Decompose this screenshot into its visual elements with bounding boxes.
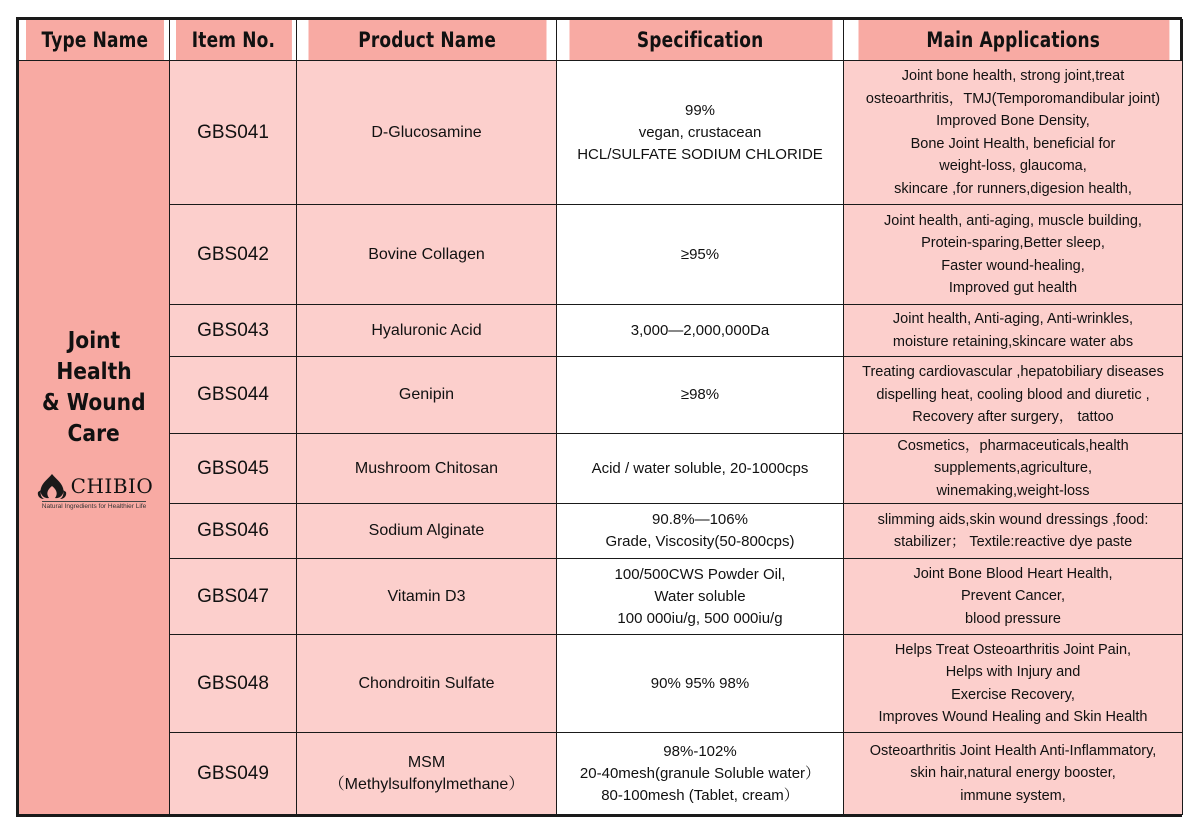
main-applications-line: winemaking,weight-loss xyxy=(936,482,1090,499)
specification-line: Acid / water soluble, 20-1000cps xyxy=(591,459,809,477)
product-name xyxy=(297,357,557,434)
logo-tagline: Natural Ingredients for Healthier Life xyxy=(41,502,147,510)
main-applications-line: osteoarthritis，TMJ(Temporomandibular joint) xyxy=(865,90,1161,107)
main-applications-line: Protein-sparing,Better sleep, xyxy=(921,235,1105,251)
product-table xyxy=(18,19,1183,815)
product-name-line: Bovine Collagen xyxy=(368,245,485,263)
product-name-line: （Methylsulfonylmethane） xyxy=(328,775,525,793)
main-applications-line: moisture retaining,skincare water abs xyxy=(892,333,1134,350)
specification-line: 100 000iu/g, 500 000iu/g xyxy=(617,609,783,627)
main-applications-line: Faster wound-healing, xyxy=(941,257,1085,274)
table-row xyxy=(19,61,1183,205)
main-applications-line: Joint Bone Blood Heart Health, xyxy=(913,565,1113,582)
main-applications xyxy=(844,733,1183,815)
main-applications-line: Helps with Injury and xyxy=(945,664,1081,680)
header-item-no: Item No. xyxy=(175,20,292,61)
table-row xyxy=(19,357,1183,434)
main-applications-line: Joint health, Anti-aging, Anti-wrinkles, xyxy=(892,311,1134,327)
table-row xyxy=(19,504,1183,559)
main-applications-line: Helps Treat Osteoarthritis Joint Pain, xyxy=(894,641,1132,658)
product-name xyxy=(297,305,557,357)
specification-line: 90% 95% 98% xyxy=(650,674,750,692)
item-number: GBS044 xyxy=(170,357,297,434)
category-cell xyxy=(19,61,170,815)
product-name xyxy=(297,61,557,205)
specification-line: vegan, crustacean xyxy=(638,123,762,141)
specification-line: Grade, Viscosity(50-800cps) xyxy=(605,533,795,550)
item-number: GBS041 xyxy=(170,61,297,205)
main-applications-line: stabilizer； Textile:reactive dye paste xyxy=(893,534,1133,550)
specification xyxy=(557,635,844,733)
main-applications-line: slimming aids,skin wound dressings ,food: xyxy=(877,511,1149,528)
specification-line: 3,000—2,000,000Da xyxy=(630,321,770,339)
main-applications-line: Treating cardiovascular ,hepatobiliary diseases xyxy=(862,364,1164,381)
product-name xyxy=(297,559,557,635)
product-name-line: MSM xyxy=(407,753,446,771)
category-line-2: & Wound xyxy=(42,389,146,416)
main-applications-line: Exercise Recovery, xyxy=(951,686,1075,703)
specification xyxy=(557,205,844,305)
item-number: GBS047 xyxy=(170,559,297,635)
specification-line: 20-40mesh(granule Soluble water） xyxy=(579,764,821,782)
main-applications xyxy=(844,305,1183,357)
header-type-name: Type Name xyxy=(25,20,164,61)
category-line-3: Care xyxy=(67,420,121,447)
header-row xyxy=(19,20,1183,61)
main-applications-line: Joint bone health, strong joint,treat xyxy=(901,68,1125,84)
main-applications-line: blood pressure xyxy=(965,610,1061,627)
main-applications-line: Improves Wound Healing and Skin Health xyxy=(878,709,1148,725)
product-name-line: D-Glucosamine xyxy=(371,123,482,141)
item-number: GBS049 xyxy=(170,733,297,815)
table-row xyxy=(19,305,1183,357)
logo-text: CHIBIO xyxy=(70,473,154,498)
specification xyxy=(557,61,844,205)
specification xyxy=(557,559,844,635)
main-applications xyxy=(844,61,1183,205)
main-applications xyxy=(844,559,1183,635)
main-applications-line: Osteoarthritis Joint Health Anti-Inflammatory, xyxy=(869,742,1157,759)
specification-line: ≥95% xyxy=(680,245,720,263)
product-name xyxy=(297,434,557,504)
item-number: GBS042 xyxy=(170,205,297,305)
product-name xyxy=(297,504,557,559)
table-row xyxy=(19,434,1183,504)
main-applications-line: Cosmetics，pharmaceuticals,health xyxy=(897,437,1129,454)
specification-line: 80-100mesh (Tablet, cream） xyxy=(601,786,799,804)
main-applications xyxy=(844,434,1183,504)
header-main-applications: Main Applications xyxy=(857,20,1169,61)
specification xyxy=(557,733,844,815)
specification-line: Water soluble xyxy=(654,587,746,605)
product-name xyxy=(297,205,557,305)
product-name-line: Hyaluronic Acid xyxy=(371,321,482,339)
header-product-name: Product Name xyxy=(307,20,546,61)
specification-line: 98%-102% xyxy=(663,742,737,760)
specification-line: 100/500CWS Powder Oil, xyxy=(614,565,786,583)
header-specification: Specification xyxy=(568,20,832,61)
category-line-1: Joint Health xyxy=(56,327,132,385)
main-applications-line: skincare ,for runners,digesion health, xyxy=(894,180,1132,197)
specification-line: 90.8%—106% xyxy=(652,511,748,528)
main-applications-line: Joint health, anti-aging, muscle building, xyxy=(884,212,1142,229)
specification xyxy=(557,434,844,504)
product-name-line: Mushroom Chitosan xyxy=(354,459,499,477)
specification-line: 99% xyxy=(684,101,716,119)
chibio-logo xyxy=(19,472,169,510)
main-applications xyxy=(844,504,1183,559)
table-row xyxy=(19,635,1183,733)
specification-line: ≥98% xyxy=(680,386,720,403)
specification xyxy=(557,305,844,357)
main-applications-line: supplements,agriculture, xyxy=(934,460,1092,477)
item-number: GBS043 xyxy=(170,305,297,357)
product-name-line: Sodium Alginate xyxy=(368,522,485,539)
product-name xyxy=(297,635,557,733)
product-name-line: Chondroitin Sulfate xyxy=(358,674,495,692)
main-applications-line: Improved gut health xyxy=(948,280,1078,296)
specification xyxy=(557,504,844,559)
specification-line: HCL/SULFATE SODIUM CHLORIDE xyxy=(577,145,823,163)
main-applications-line: skin hair,natural energy booster, xyxy=(910,765,1116,782)
main-applications-line: Prevent Cancer, xyxy=(961,588,1065,605)
table-row xyxy=(19,205,1183,305)
table-row xyxy=(19,733,1183,815)
specification xyxy=(557,357,844,434)
item-number: GBS048 xyxy=(170,635,297,733)
main-applications-line: weight-loss, glaucoma, xyxy=(939,158,1087,174)
main-applications xyxy=(844,357,1183,434)
item-number: GBS045 xyxy=(170,434,297,504)
main-applications xyxy=(844,635,1183,733)
product-name xyxy=(297,733,557,815)
main-applications-line: Improved Bone Density, xyxy=(936,113,1090,129)
item-number: GBS046 xyxy=(170,504,297,559)
main-applications-line: Recovery after surgery， tattoo xyxy=(912,409,1114,426)
product-name-line: Vitamin D3 xyxy=(387,587,466,605)
product-table-frame xyxy=(16,17,1182,817)
main-applications-line: Bone Joint Health, beneficial for xyxy=(910,135,1116,152)
main-applications-line: immune system, xyxy=(960,787,1066,804)
main-applications xyxy=(844,205,1183,305)
product-name-line: Genipin xyxy=(398,386,455,403)
table-row xyxy=(19,559,1183,635)
main-applications-line: dispelling heat, cooling blood and diuretic , xyxy=(876,386,1150,403)
flame-leaf-icon xyxy=(35,472,69,500)
